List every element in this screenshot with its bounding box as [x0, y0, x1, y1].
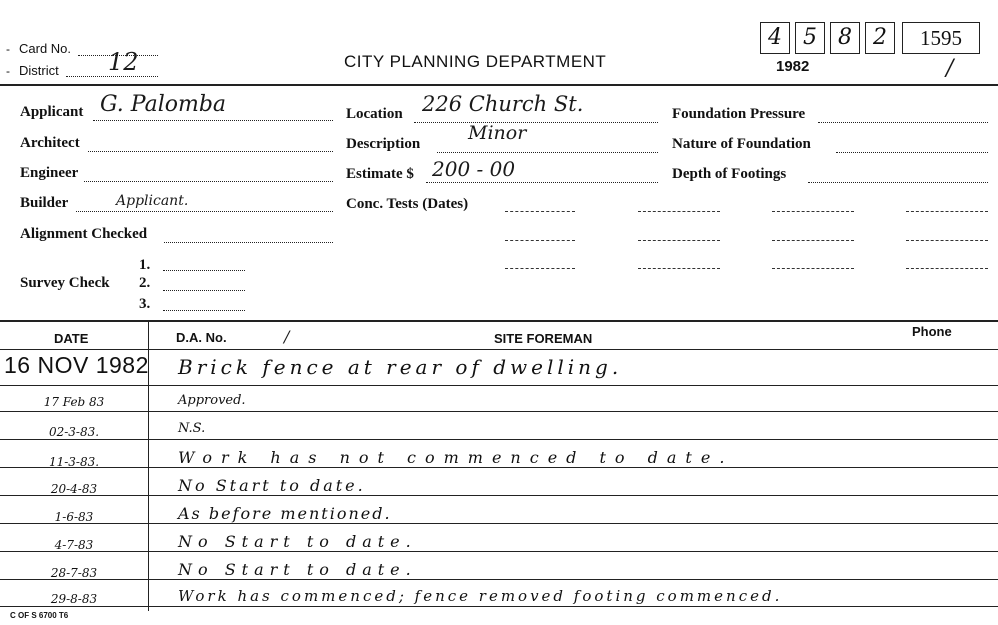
log-row-line [0, 606, 998, 607]
year-mark: / [946, 56, 954, 81]
log-date: 28-7-83 [50, 566, 98, 580]
header-divider [0, 84, 998, 86]
conc-line [638, 240, 720, 241]
survey-line-2 [163, 290, 245, 291]
conc-line [505, 240, 575, 241]
log-date: 02-3-83. [48, 425, 100, 439]
log-entry: As before mentioned. [178, 504, 392, 523]
location-value: 226 Church St. [422, 92, 584, 116]
year-label: 1982 [776, 58, 810, 75]
log-row-line [0, 467, 998, 468]
log-row-line [0, 495, 998, 496]
description-label: Description [346, 136, 421, 152]
architect-line [88, 151, 333, 152]
applicant-label: Applicant [20, 104, 84, 120]
card-number-box: 1595 [902, 22, 980, 54]
alignment-line [164, 242, 333, 243]
card-box-1: 4 [760, 22, 790, 54]
margin-mark: - [6, 42, 10, 56]
survey-num-3: 3. [139, 296, 151, 312]
estimate-value: 200 - 00 [432, 157, 516, 181]
log-entry: Brick fence at rear of dwelling. [178, 355, 623, 379]
description-line [437, 152, 658, 153]
builder-value: Applicant. [116, 193, 189, 209]
date-header: DATE [54, 331, 89, 346]
architect-label: Architect [20, 135, 80, 151]
log-date: 4-7-83 [54, 538, 94, 552]
builder-line [76, 211, 333, 212]
conc-line [638, 211, 720, 212]
conc-line [772, 268, 854, 269]
conc-line [505, 211, 575, 212]
conc-line [772, 211, 854, 212]
log-date: 17 Feb 83 [43, 395, 105, 409]
da-no-value: / [284, 327, 290, 346]
district-line [66, 76, 158, 77]
engineer-label: Engineer [20, 165, 79, 181]
survey-num-2: 2. [139, 275, 151, 291]
foundation-pressure-line [818, 122, 988, 123]
card-box-4: 2 [865, 22, 895, 54]
survey-num-1: 1. [139, 257, 151, 273]
da-no-header: D.A. No. [176, 330, 227, 345]
log-entry: Work has commenced; fence removed footing commenced. [178, 587, 783, 605]
log-date: 20-4-83 [50, 482, 98, 496]
card-no-value: 12 [108, 48, 139, 76]
nature-of-foundation-line [836, 152, 988, 153]
applicant-line [93, 120, 333, 121]
log-date: 1-6-83 [54, 510, 94, 524]
builder-label: Builder [20, 195, 69, 211]
phone-header: Phone [912, 324, 952, 339]
log-header-divider [0, 349, 998, 350]
log-entry: No Start to date. [178, 560, 417, 579]
log-top-border [0, 320, 998, 322]
card-box-2: 5 [795, 22, 825, 54]
card-no-label: Card No. [19, 41, 72, 56]
site-foreman-header: SITE FOREMAN [494, 331, 593, 346]
log-row-line [0, 551, 998, 552]
location-line [414, 122, 658, 123]
page-title: CITY PLANNING DEPARTMENT [344, 52, 607, 71]
log-date: 29-8-83 [50, 592, 98, 606]
conc-line [906, 268, 988, 269]
survey-label: Survey Check [20, 275, 110, 291]
survey-line-3 [163, 310, 245, 311]
margin-mark: - [6, 64, 10, 78]
conc-line [906, 240, 988, 241]
card-box-3: 8 [830, 22, 860, 54]
depth-of-footings-line [808, 182, 988, 183]
log-date: 16 NOV 1982 [4, 352, 149, 378]
engineer-line [84, 181, 333, 182]
alignment-label: Alignment Checked [20, 226, 148, 242]
survey-line-1 [163, 270, 245, 271]
log-row-line [0, 411, 998, 412]
nature-of-foundation-label: Nature of Foundation [672, 136, 811, 152]
log-row-line [0, 579, 998, 580]
district-label: District [19, 63, 59, 78]
conc-line [906, 211, 988, 212]
conc-line [638, 268, 720, 269]
location-label: Location [346, 106, 403, 122]
estimate-label: Estimate $ [346, 166, 414, 182]
foundation-pressure-label: Foundation Pressure [672, 106, 806, 122]
conc-tests-label: Conc. Tests (Dates) [346, 196, 469, 212]
form-code: C OF S 6700 T6 [10, 611, 69, 620]
log-row-line [0, 385, 998, 386]
log-entry: No Start to date. [178, 476, 366, 495]
depth-of-footings-label: Depth of Footings [672, 166, 787, 182]
log-entry: No Start to date. [178, 532, 417, 551]
log-entry: Work has not commenced to date. [178, 448, 734, 467]
log-entry: N.S. [178, 421, 206, 436]
log-date: 11-3-83. [48, 455, 100, 469]
log-entry: Approved. [178, 393, 246, 408]
conc-line [505, 268, 575, 269]
log-row-line [0, 439, 998, 440]
conc-line [772, 240, 854, 241]
estimate-line [426, 182, 658, 183]
description-value: Minor [468, 122, 527, 144]
log-row-line [0, 523, 998, 524]
applicant-value: G. Palomba [100, 92, 227, 117]
